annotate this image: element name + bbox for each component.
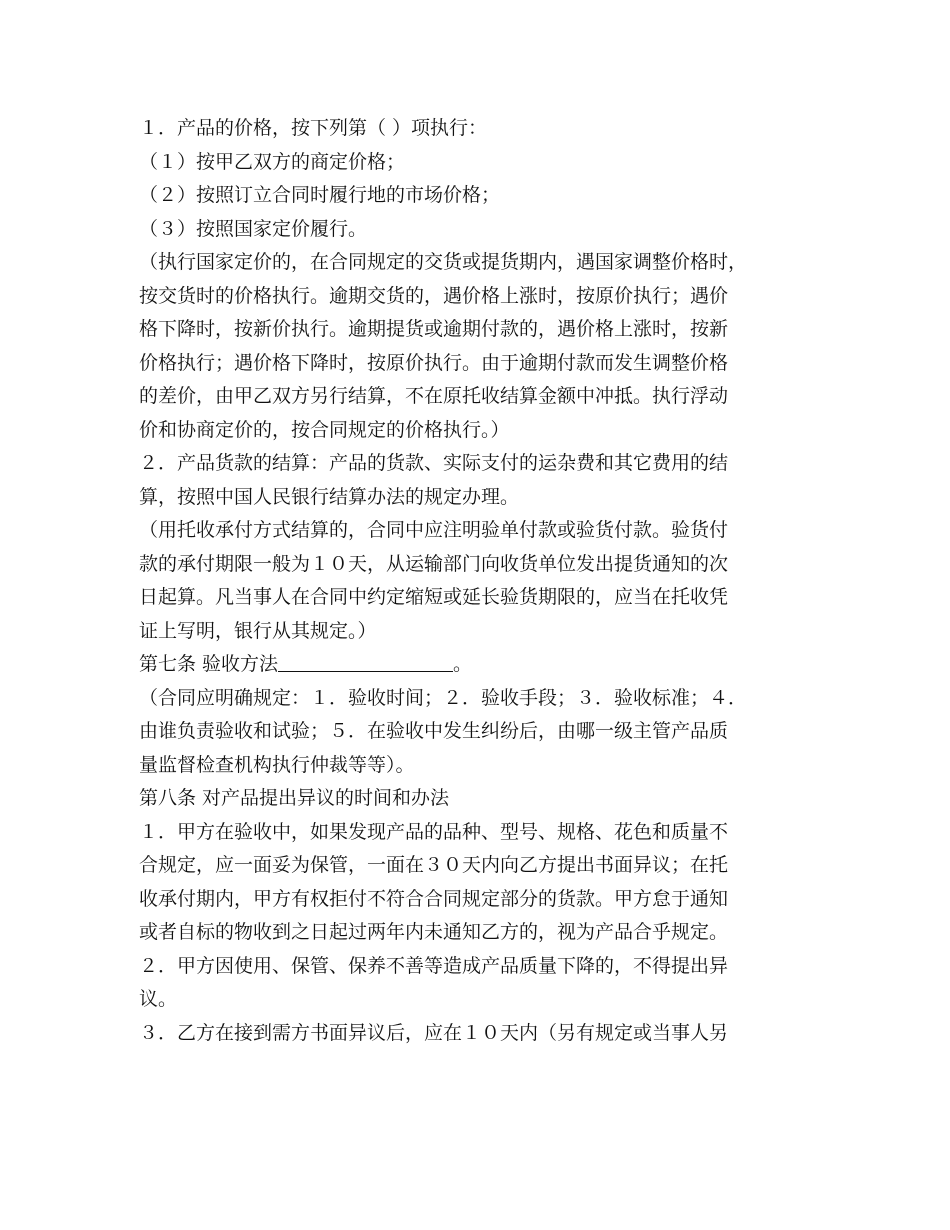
text-line: 合规定，应一面妥为保管，一面在３０天内向乙方提出书面异议；在托 [139, 854, 729, 876]
document-body [139, 112, 829, 1050]
text-line: ２．产品货款的结算：产品的货款、实际支付的运杂费和其它费用的结 [139, 452, 729, 474]
text-line: 或者自标的物收到之日起过两年内未通知乙方的，视为产品合乎规定。 [139, 921, 729, 943]
text-line: １．产品的价格，按下列第（ ）项执行： [139, 117, 488, 139]
acceptance-method-blank [278, 651, 453, 672]
text-line: 量监督检查机构执行仲裁等等）。 [139, 753, 415, 776]
article-8-heading: 第八条 对产品提出异议的时间和办法 [139, 787, 450, 809]
text-line: 格下降时，按新价执行。逾期提货或逾期付款的，遇价格上涨时，按新 [139, 318, 729, 340]
text-line: 日起算。凡当事人在合同中约定缩短或延长验货期限的，应当在托收凭 [139, 586, 729, 608]
text-line: （２）按照订立合同时履行地的市场价格； [139, 184, 501, 206]
text-line: 由谁负责验收和试验；５．在验收中发生纠纷后，由哪一级主管产品质 [139, 720, 729, 742]
text-line: 的差价，由甲乙双方另行结算，不在原托收结算金额中冲抵。执行浮动 [139, 385, 729, 407]
text-line: 算，按照中国人民银行结算办法的规定办理。 [139, 485, 520, 508]
text-line: 款的承付期限一般为１０天，从运输部门向收货单位发出提货通知的次 [139, 552, 729, 575]
text-line: ２．甲方因使用、保管、保养不善等造成产品质量下降的，不得提出异 [139, 954, 729, 977]
text-line: （合同应明确规定：１．验收时间；２．验收手段；３．验收标准；４． [139, 686, 748, 709]
text-line: 证上写明，银行从其规定。） [139, 619, 377, 642]
text-line: １．甲方在验收中，如果发现产品的品种、型号、规格、花色和质量不 [139, 820, 729, 843]
text-line: （３）按照国家定价履行。 [139, 217, 368, 240]
text-line: （１）按甲乙双方的商定价格； [139, 150, 406, 173]
text-line: （执行国家定价的，在合同规定的交货或提货期内，遇国家调整价格时， [139, 251, 748, 273]
text-line: （用托收承付方式结算的，合同中应注明验单付款或验货付款。验货付 [139, 519, 729, 541]
text-line: ３．乙方在接到需方书面异议后，应在１０天内（另有规定或当事人另 [139, 1021, 729, 1044]
text-line: 价格执行；遇价格下降时，按原价执行。由于逾期付款而发生调整价格 [139, 351, 729, 374]
text-line: 价和协商定价的，按合同规定的价格执行。） [139, 418, 510, 441]
article-7-period: 。 [453, 653, 473, 675]
article-7-label: 第七条 验收方法 [139, 653, 279, 675]
article-7-heading [139, 648, 829, 682]
text-line: 按交货时的价格执行。逾期交货的，遇价格上涨时，按原价执行；遇价 [139, 284, 729, 307]
text-line: 收承付期内，甲方有权拒付不符合合同规定部分的货款。甲方怠于通知 [139, 887, 729, 910]
text-line: 议。 [139, 988, 178, 1010]
